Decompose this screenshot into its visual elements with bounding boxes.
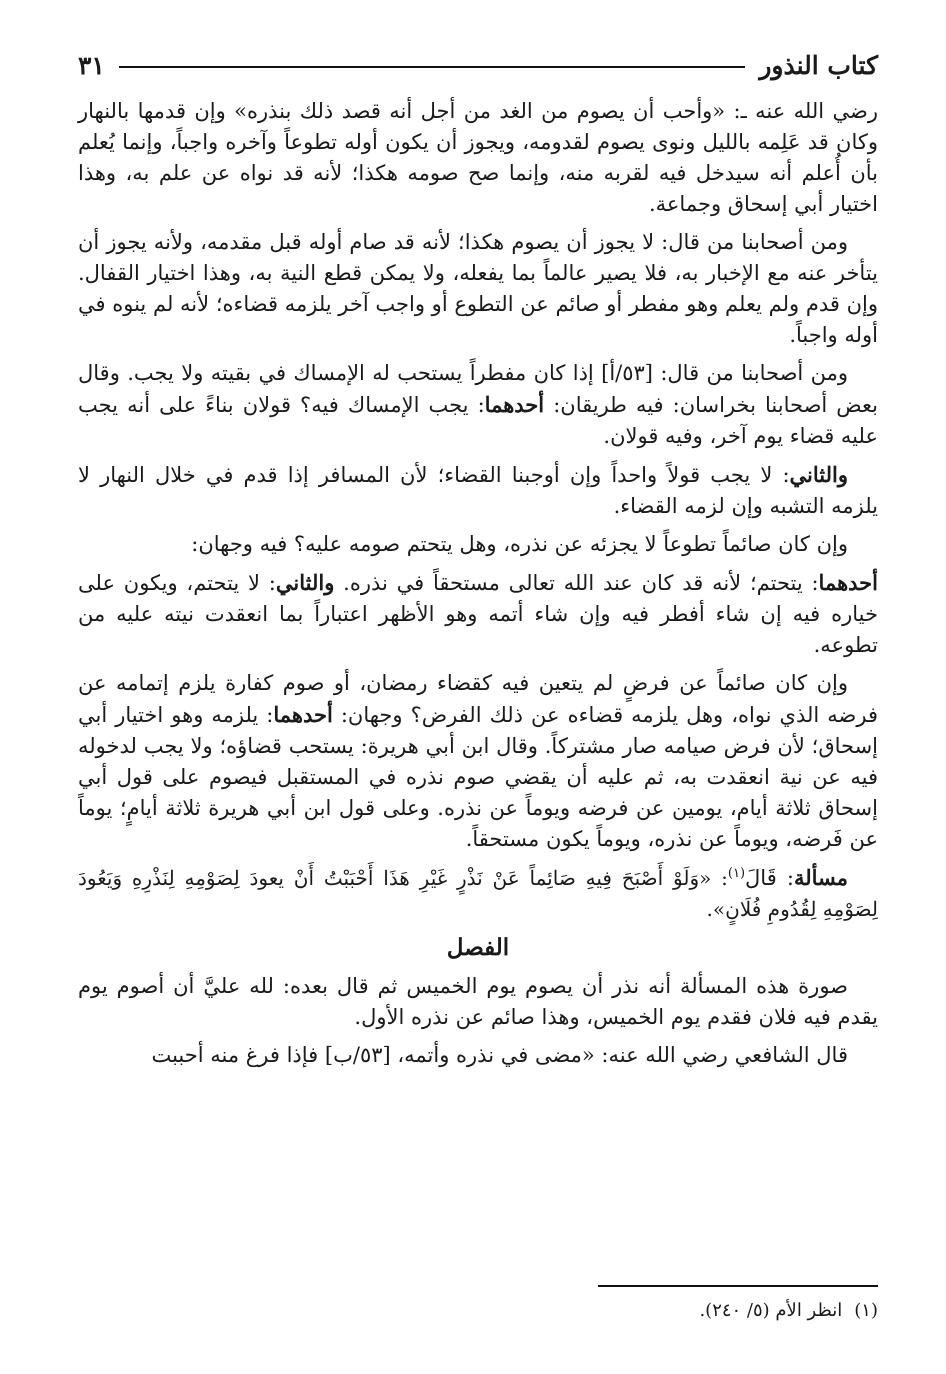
page-number: ٣١ — [78, 50, 105, 80]
paragraph-3: ومن أصحابنا من قال: [٥٣/أ] إذا كان مفطراً يستحب له الإمساك في بقيته ولا يجب. وقال بعض أصحابنا بخراسان: فيه طريقان: أحدهما: يجب الإمساك فيه؟ قولان بناءً على أنه يجب عليه قضاء يوم آخر، وفيه قولان. — [78, 361, 879, 448]
footnote-reference[interactable]: (١) — [727, 866, 746, 881]
footnote-text: انظر الأم (٥/ ٢٤٠). — [699, 1300, 843, 1321]
paragraph-1: رضي الله عنه ـ: «وأحب أن يصوم من الغد من أجل أنه قصد ذلك بنذره» وإن قدمها بالنهار وكان قد عَلِمه بالليل ونوى يصوم لقدومه، ويجوز أن يكون أوله تطوعاً وآخره واجباً، وإنما يُعلم بأن أُعلم أنه سيدخل فيه لقربه منه، وإنما صح صومه هكذا؛ لأنه قد نواه عن علم به، وهذا اختيار أبي إسحاق وجماعة. — [78, 99, 878, 216]
running-title: كتاب النذور — [759, 50, 878, 80]
page-body — [78, 96, 878, 1071]
footnote-rule — [598, 1285, 878, 1287]
paragraph-7: وإن كان صائماً عن فرضٍ لم يتعين فيه كقضاء رمضان، أو صوم كفارة يلزم إتمامه عن فرضه الذي نواه، وهل يلزمه قضاءه عن ذلك الفرض؟ وجهان: أحدهما: يلزمه وهو اختيار أبي إسحاق؛ لأن فرض صيامه صار مشتركاً. وقال ابن أبي هريرة: يستحب قضاؤه؛ ولا يجب لدخوله فيه عن نية انعقدت به، ثم عليه أن يقضي صوم نذره في المستقبل فيصوم على قول أبي إسحاق ثلاثة أيام، يومين عن فرضه ويوماً عن نذره. وعلى قول ابن أبي هريرة ثلاثة أيامٍ؛ يوماً عن فَرضه، ويوماً عن نذره، ويوماً يكون مستحقاً. — [78, 671, 878, 851]
masala-label: مسألة — [793, 865, 848, 890]
header-rule — [119, 66, 745, 68]
footnote — [78, 1298, 878, 1324]
term-ahaduhuma: أحدهما — [273, 702, 333, 727]
paragraph-8: صورة هذه المسألة أنه نذر أن يصوم يوم الخميس ثم قال بعده: لله عليَّ أن أصوم يوم يقدم فيه فلان فقدم يوم الخميس، وهذا صائم عن نذره الأول. — [78, 974, 878, 1029]
paragraph-4: والثاني: لا يجب قولاً واحداً وإن أوجبنا القضاء؛ لأن المسافر إذا قدم في خلال النهار لا يلزمه التشبه وإن لزمه القضاء. — [78, 462, 878, 518]
term-althani: والثاني — [275, 570, 335, 595]
paragraph-5: وإن كان صائماً تطوعاً لا يجزئه عن نذره، وهل يتحتم صومه عليه؟ فيه وجهان: — [191, 532, 848, 556]
footnote-number: (١) — [854, 1300, 878, 1321]
term-ahaduhuma: أحدهما — [484, 392, 545, 417]
paragraph-9: قال الشافعي رضي الله عنه: «مضى في نذره وأتمه، [٥٣/ب] فإذا فرغ منه أحببت — [151, 1043, 848, 1067]
masala-quote: : «وَلَوْ أَصْبَحَ فِيهِ صَائِماً عَنْ نَذْرٍ غَيْرِ هَذَا أَحْبَبْتُ أَنْ يعودَ لِصَوْمِهِ لِنَذْرِهِ وَيَعُودَ لِصَوْمِهِ لِقُدُومِ فُلَانٍ». — [78, 866, 878, 921]
masala-paragraph: مسألة: قَالَ$^{(١)}$: «وَلَوْ أَصْبَحَ فِيهِ صَائِماً عَنْ نَذْرٍ غَيْرِ هَذَا أَحْبَبْتُ أَنْ يعودَ لِصَوْمِهِ لِنَذْرِهِ وَيَعُودَ لِصَوْمِهِ لِقُدُومِ فُلَانٍ». — [78, 865, 878, 921]
page-header — [78, 40, 878, 90]
document-page — [78, 40, 878, 1350]
section-title: الفصل — [446, 934, 510, 961]
paragraph-2: ومن أصحابنا من قال: لا يجوز أن يصوم هكذا؛ لأنه قد صام أوله قبل مقدمه، ولأنه يجوز أن يتأخر عنه مع الإخبار به، فلا يصير عالماً بما يفعله، ولا يمكن قطع النية به، وهذا اختيار القفال. وإن قدم ولم يعلم وهو مفطر أو صائم عن التطوع أو واجب آخر يلزمه قضاءه؛ لأنه لم ينوه في أوله واجباً. — [78, 230, 878, 347]
term-ahaduhuma: أحدهما — [818, 570, 878, 595]
term-althani: والثاني — [789, 462, 848, 487]
paragraph-6: أحدهما: يتحتم؛ لأنه قد كان عند الله تعالى مستحقاً في نذره. والثاني: لا يتحتم، ويكون على خياره فيه إن شاء أفطر فيه وإن شاء أتمه وهو الأظهر اعتباراً بما انعقدت نيته عليه من تطوعه. — [78, 570, 878, 657]
